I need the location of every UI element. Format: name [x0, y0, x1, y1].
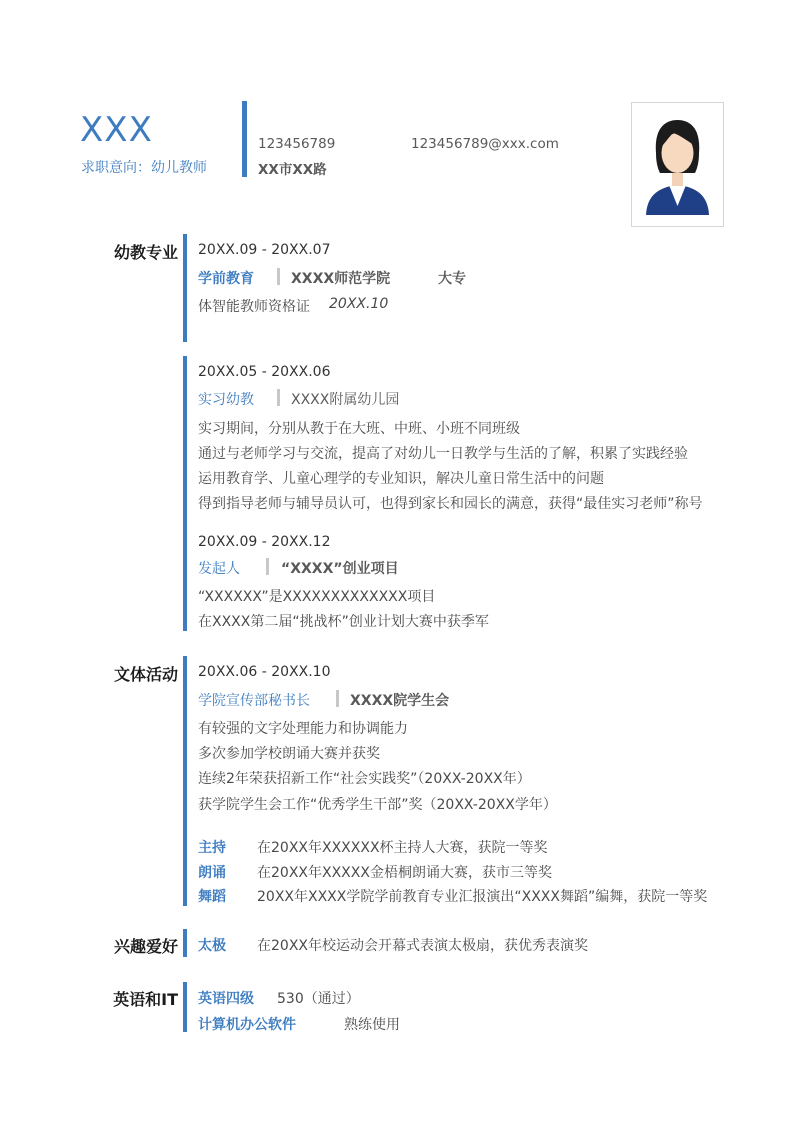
- section-bar-activities: [183, 656, 187, 906]
- award-label: 舞蹈: [198, 889, 226, 905]
- internship-role: 实习幼教: [198, 392, 254, 408]
- certificate: 体智能教师资格证: [198, 299, 310, 315]
- candidate-name: XXX: [80, 110, 153, 150]
- section-title-hobbies: 兴趣爱好: [113, 937, 178, 956]
- skill-label: 计算机办公软件: [198, 1017, 296, 1033]
- award-label: 主持: [198, 840, 226, 856]
- profile-photo: [631, 102, 724, 227]
- home-address: XX市XX路: [258, 162, 327, 178]
- hobby-label: 太极: [198, 938, 226, 954]
- activities-role: 学院宣传部秘书长: [198, 693, 310, 709]
- list-item: 实习期间，分别从教于在大班、中班、小班不同班级: [198, 421, 520, 437]
- project-name: “XXXX”创业项目: [281, 561, 399, 577]
- separator: [336, 690, 339, 707]
- list-item: 有较强的文字处理能力和协调能力: [198, 721, 408, 737]
- section-bar-skills: [183, 982, 187, 1032]
- hobby-text: 在20XX年校运动会开幕式表演太极扇，获优秀表演奖: [257, 938, 588, 954]
- skill-label: 英语四级: [198, 991, 254, 1007]
- award-text: 在20XX年XXXXX金梧桐朗诵大赛，获市三等奖: [257, 865, 552, 881]
- job-objective: 求职意向：幼儿教师: [81, 160, 207, 176]
- list-item: 多次参加学校朗诵大赛并获奖: [198, 746, 380, 762]
- skill-value: 530（通过）: [277, 991, 360, 1007]
- section-title-activities: 文体活动: [113, 665, 178, 684]
- section-title-skills: 英语和IT: [113, 990, 178, 1009]
- skill-value: 熟练使用: [344, 1017, 400, 1033]
- separator: [266, 558, 269, 575]
- list-item: 通过与老师学习与交流，提高了对幼儿一日教学与生活的了解，积累了实践经验: [198, 446, 688, 462]
- list-item: 在XXXX第二届“挑战杯”创业计划大赛中获季军: [198, 614, 489, 630]
- activities-org: XXXX院学生会: [350, 693, 450, 709]
- activities-date: 20XX.06 - 20XX.10: [198, 664, 331, 680]
- email-address: 123456789@xxx.com: [411, 136, 559, 152]
- internship-date: 20XX.05 - 20XX.06: [198, 364, 331, 380]
- award-text: 在20XX年XXXXXX杯主持人大赛，获院一等奖: [257, 840, 548, 856]
- header-divider: [242, 101, 247, 177]
- section-bar-education: [183, 234, 187, 342]
- list-item: 获学院学生会工作“优秀学生干部”奖（20XX-20XX学年）: [198, 797, 557, 813]
- section-title-education: 幼教专业: [113, 243, 178, 262]
- award-label: 朗诵: [198, 865, 226, 881]
- education-major: 学前教育: [198, 271, 254, 287]
- education-date: 20XX.09 - 20XX.07: [198, 242, 331, 258]
- list-item: “XXXXXX”是XXXXXXXXXXXXX项目: [198, 589, 436, 605]
- separator: [277, 268, 280, 285]
- list-item: 运用教育学、儿童心理学的专业知识，解决儿童日常生活中的问题: [198, 471, 604, 487]
- avatar-icon: [632, 103, 723, 226]
- phone-number: 123456789: [258, 136, 336, 152]
- education-school: XXXX师范学院: [291, 271, 391, 287]
- project-role: 发起人: [198, 561, 240, 577]
- section-bar-experience: [183, 356, 187, 631]
- section-bar-hobbies: [183, 929, 187, 957]
- certificate-date: 20XX.10: [329, 296, 389, 312]
- project-date: 20XX.09 - 20XX.12: [198, 534, 331, 550]
- education-degree: 大专: [438, 271, 466, 287]
- separator: [277, 389, 280, 406]
- list-item: 连续2年荣获招新工作“社会实践奖”（20XX-20XX年）: [198, 771, 531, 787]
- list-item: 得到指导老师与辅导员认可，也得到家长和园长的满意，获得“最佳实习老师”称号: [198, 496, 703, 512]
- internship-org: XXXX附属幼儿园: [291, 392, 400, 408]
- award-text: 20XX年XXXX学院学前教育专业汇报演出“XXXX舞蹈”编舞，获院一等奖: [257, 889, 708, 905]
